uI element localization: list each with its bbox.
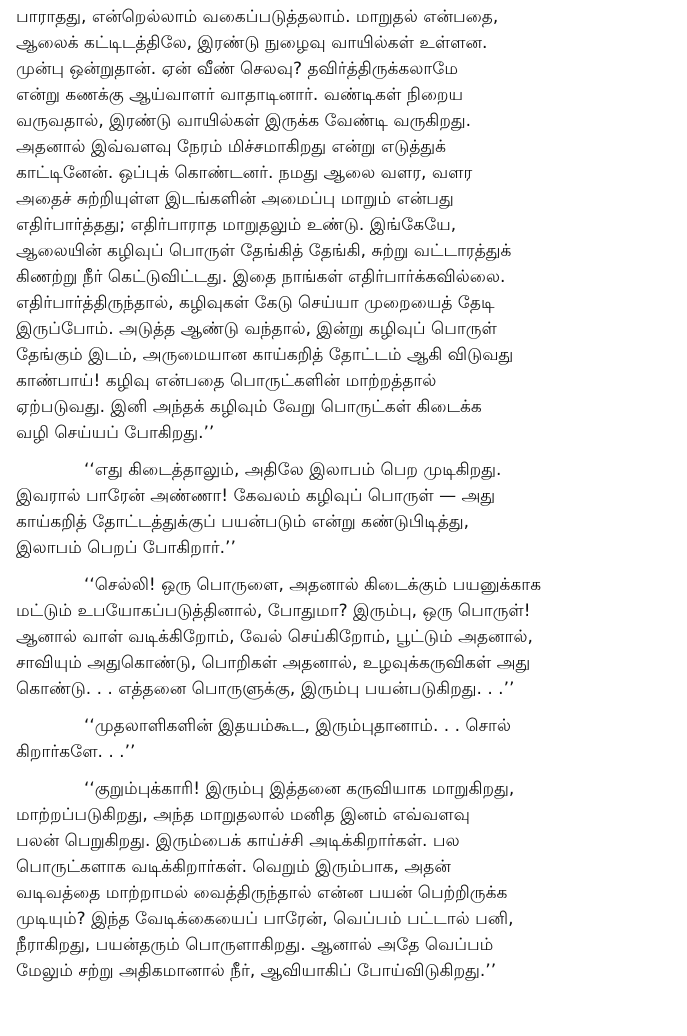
text-line: மேலும் சற்று அதிகமானால் நீர், ஆவியாகிப் போய்விடுகிறது.’’ <box>16 961 497 981</box>
text-line: மட்டும் உபயோகப்படுத்தினால், போதுமா? இரும்பு, ஒரு பொருள்! <box>16 601 531 621</box>
text-line: ஏற்படுவது. இனி அந்தக் கழிவும் வேறு பொருட்கள் கிடைக்க <box>16 397 482 417</box>
text-line: அதைச் சுற்றியுள்ள இடங்களின் அமைப்பு மாறும் என்பது <box>16 189 454 209</box>
text-line: இலாபம் பெறப் போகிறார்.’’ <box>16 538 236 558</box>
text-line: எதிர்பார்த்திருந்தால், கழிவுகள் கேடு செய்யா முறையைத் தேடி <box>16 293 495 313</box>
paragraph-gap <box>16 446 675 457</box>
paragraph-3 <box>16 572 675 702</box>
text-line: ‘‘எது கிடைத்தாலும், அதிலே இலாபம் பெற முடிகிறது. <box>84 460 502 480</box>
text-line: வடிவத்தை மாற்றாமல் வைத்திருந்தால் என்ன பயன் பெற்றிருக்க <box>16 883 508 903</box>
text-line: ஆலையின் கழிவுப் பொருள் தேங்கித் தேங்கி, சுற்று வட்டாரத்துக் <box>16 241 512 261</box>
text-line: தேங்கும் இடம், அருமையான காய்கறித் தோட்டம் ஆகி விடுவது <box>16 345 514 365</box>
text-line: என்று கணக்கு ஆய்வாளர் வாதாடினார். வண்டிகள் நிறைய <box>16 85 464 105</box>
text-line: நீராகிறது, பயன்தரும் பொருளாகிறது. ஆனால் அதே வெப்பம் <box>16 935 494 955</box>
text-line: முடியும்? இந்த வேடிக்கையைப் பாரேன், வெப்பம் பட்டால் பனி, <box>16 909 514 929</box>
text-line: சாவியும் அதுகொண்டு, பொறிகள் அதனால், உழவுக்கருவிகள் அது <box>16 653 531 673</box>
paragraph-5 <box>16 776 675 984</box>
text-line: வருவதால், இரண்டு வாயில்கள் இருக்க வேண்டி வருகிறது. <box>16 111 472 131</box>
text-line: கிறார்களே. . .’’ <box>16 742 136 762</box>
paragraph-gap <box>16 765 675 776</box>
paragraph-1 <box>16 4 675 446</box>
text-line: அதனால் இவ்வளவு நேரம் மிச்சமாகிறது என்று எடுத்துக் <box>16 137 447 157</box>
text-line: மாற்றப்படுகிறது, அந்த மாறுதலால் மனித இனம் எவ்வளவு <box>16 805 470 825</box>
paragraph-gap <box>16 702 675 713</box>
text-line: ‘‘குறும்புக்காரி! இரும்பு இத்தனை கருவியாக மாறுகிறது, <box>84 779 515 799</box>
text-line: எதிர்பார்த்தது; எதிர்பாராத மாறுதலும் உண்டு. இங்கேயே, <box>16 215 457 235</box>
text-line: பலன் பெறுகிறது. இரும்பைக் காய்ச்சி அடிக்கிறார்கள். பல <box>16 831 460 851</box>
text-line: பாராதது, என்றெல்லாம் வகைப்படுத்தலாம். மாறுதல் என்பதை, <box>16 7 499 27</box>
text-line: ‘‘முதலாளிகளின் இதயம்கூட, இரும்புதானாம். . . சொல் <box>84 716 512 736</box>
text-line: ஆனால் வாள் வடிக்கிறோம், வேல் செய்கிறோம், பூட்டும் அதனால், <box>16 627 533 647</box>
text-line: முன்பு ஒன்றுதான். ஏன் வீண் செலவு? தவிர்த்திருக்கலாமே <box>16 59 459 79</box>
text-line: காட்டினேன். ஒப்புக் கொண்டனர். நமது ஆலை வளர, வளர <box>16 163 473 183</box>
text-line: காய்கறித் தோட்டத்துக்குப் பயன்படும் என்று கண்டுபிடித்து, <box>16 512 470 532</box>
text-line: வழி செய்யப் போகிறது.’’ <box>16 423 215 443</box>
paragraph-2 <box>16 457 675 561</box>
paragraph-gap <box>16 561 675 572</box>
text-line: இருப்போம். அடுத்த ஆண்டு வந்தால், இன்று கழிவுப் பொருள் <box>16 319 497 339</box>
text-line: காண்பாய்! கழிவு என்பதை பொருட்களின் மாற்றத்தால் <box>16 371 437 391</box>
text-line: கொண்டு. . . எத்தனை பொருளுக்கு, இரும்பு பயன்படுகிறது. . .’’ <box>16 679 515 699</box>
text-line: ஆலைக் கட்டிடத்திலே, இரண்டு நுழைவு வாயில்கள் உள்ளன. <box>16 33 488 53</box>
text-line: பொருட்களாக வடிக்கிறார்கள். வெறும் இரும்பாக, அதன் <box>16 857 451 877</box>
paragraph-4 <box>16 713 675 765</box>
text-line: கிணற்று நீர் கெட்டுவிட்டது. இதை நாங்கள் எதிர்பார்க்கவில்லை. <box>16 267 506 287</box>
text-line: இவரால் பாரேன் அண்ணா! கேவலம் கழிவுப் பொருள் — அது <box>16 486 496 506</box>
text-line: ‘‘செல்லி! ஒரு பொருளை, அதனால் கிடைக்கும் பயனுக்காக <box>84 575 542 595</box>
